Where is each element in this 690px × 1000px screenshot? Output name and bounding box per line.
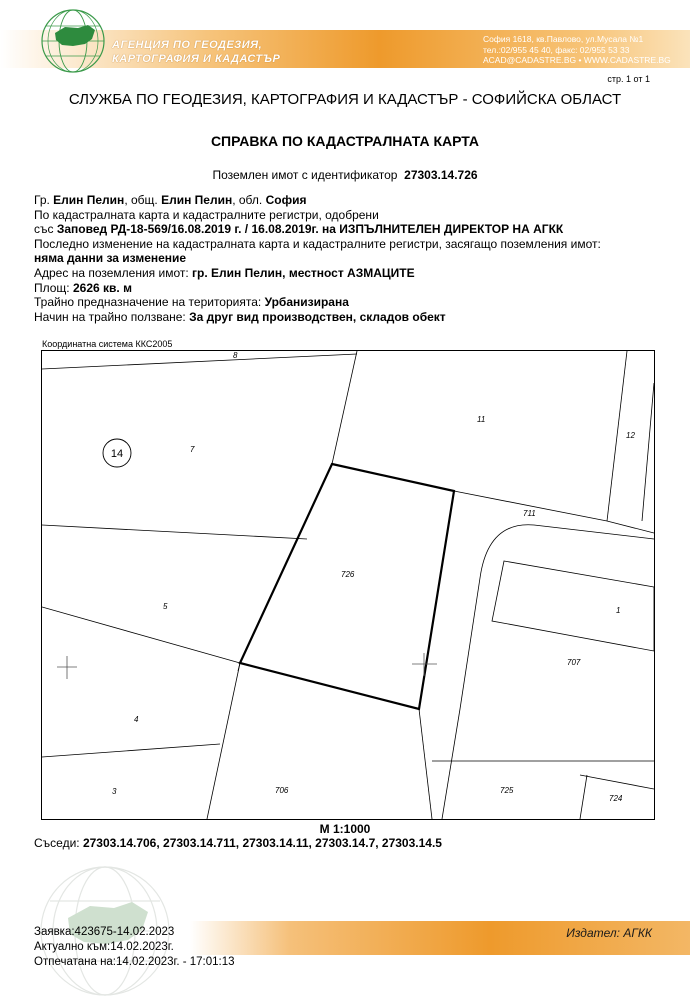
property-identifier-label: Поземлен имот с идентификатор	[212, 168, 398, 182]
parcel-label-707: 707	[567, 658, 581, 667]
footer-current: Актуално към:14.02.2023г.	[34, 941, 174, 953]
cadastral-map-drawing	[42, 351, 654, 819]
parcel-boundary	[419, 709, 432, 819]
info-text: Гр.	[34, 193, 54, 207]
parcel-label-11: 11	[477, 415, 486, 424]
agency-name	[112, 38, 280, 66]
agency-name-line2: КАРТОГРАФИЯ И КАДАСТЪР	[112, 53, 281, 65]
info-usage	[34, 310, 601, 325]
contact-address: София 1618, кв.Павлово, ул.Мусала №1	[483, 34, 644, 44]
info-approved: По кадастралната карта и кадастралните регистри, одобрени	[34, 207, 379, 222]
info-area	[34, 281, 601, 296]
publisher: Издател: АГКК	[566, 926, 652, 940]
building-outline	[492, 561, 654, 651]
parcel-label-12: 12	[626, 431, 635, 440]
parcel-label-711: 711	[523, 509, 536, 518]
page-number: стр. 1 от 1	[607, 74, 650, 84]
parcel-boundary	[207, 663, 240, 819]
map-scale: М 1:1000	[319, 822, 371, 836]
info-last-change-value: няма данни за изменение	[34, 251, 187, 266]
info-address-value: гр. Елин Пелин, местност АЗМАЦИТЕ	[192, 265, 415, 280]
footer-printed: Отпечатана на:14.02.2023г. - 17:01:13	[34, 956, 235, 968]
parcel-label-726: 726	[341, 570, 355, 579]
neighbors-label: Съседи:	[34, 836, 83, 850]
neighbors-list: 27303.14.706, 27303.14.711, 27303.14.11, 27303.14.7, 27303.14.5	[82, 836, 442, 850]
parcel-boundary	[42, 607, 240, 663]
info-text: , общ.	[124, 193, 162, 207]
parcel-label-706: 706	[275, 786, 289, 795]
parcel-label-5: 5	[163, 602, 168, 611]
cadastral-map	[41, 350, 655, 820]
info-text: Адрес на поземления имот:	[34, 265, 193, 280]
property-info	[34, 193, 601, 324]
footer-meta	[34, 925, 235, 970]
info-text: Начин на трайно ползване:	[34, 309, 190, 324]
contact-phone: тел.:02/955 45 40, факс: 02/955 53 33	[483, 44, 630, 55]
info-purpose	[34, 295, 601, 310]
parcel-label-725: 725	[500, 786, 514, 795]
parcel-label-3: 3	[112, 787, 117, 796]
parcel-boundary	[42, 525, 307, 539]
parcel-label-724: 724	[609, 794, 623, 803]
agency-logo-globe-icon	[38, 6, 108, 76]
parcel-boundary	[642, 383, 654, 521]
parcel-boundary	[42, 744, 220, 757]
parcel-boundary	[580, 775, 587, 819]
info-last-change-label: Последно изменение на кадастралната карта и кадастралните регистри, засягащо поземления имот:	[34, 236, 601, 251]
neighbors	[34, 836, 442, 850]
parcel-boundary	[607, 351, 627, 521]
parcel-label-1: 1	[616, 606, 621, 615]
document-title: СПРАВКА ПО КАДАСТРАЛНАТА КАРТА	[210, 133, 480, 149]
block-number: 14	[110, 448, 124, 460]
property-identifier-line	[0, 168, 690, 182]
info-city: Елин Пелин	[53, 193, 125, 207]
info-purpose-value: Урбанизирана	[264, 295, 349, 310]
info-address	[34, 266, 601, 281]
info-order	[34, 222, 601, 237]
property-identifier: 27303.14.726	[404, 168, 478, 182]
parcel-boundary	[42, 354, 357, 369]
info-area-value: 2626 кв. м	[72, 280, 132, 295]
parcel-boundary	[607, 521, 654, 533]
parcel-boundary	[332, 351, 357, 464]
info-location	[34, 193, 601, 208]
subject-parcel-726	[240, 464, 454, 709]
coordinate-system: Координатна система ККС2005	[42, 339, 173, 349]
footer-request: Заявка:423675-14.02.2023	[34, 926, 175, 938]
info-order-value: Заповед РД-18-569/16.08.2019 г. / 16.08.2019г. на ИЗПЪЛНИТЕЛЕН ДИРЕКТОР НА АГКК	[56, 222, 564, 237]
agency-contact	[483, 34, 671, 66]
service-title: СЛУЖБА ПО ГЕОДЕЗИЯ, КАРТОГРАФИЯ И КАДАСТЪР - СОФИЙСКА ОБЛАСТ	[68, 91, 622, 108]
info-municipality: Елин Пелин	[161, 193, 233, 207]
parcel-label-7: 7	[190, 445, 195, 454]
info-text: Площ:	[34, 280, 73, 295]
info-text: Трайно предназначение на територията:	[34, 295, 265, 310]
agency-name-line1: АГЕНЦИЯ ПО ГЕОДЕЗИЯ,	[112, 39, 263, 51]
info-text: , обл.	[232, 193, 266, 207]
info-usage-value: За друг вид производствен, складов обект	[189, 309, 446, 324]
contact-web: ACAD@CADASTRE.BG • WWW.CADASTRE.BG	[483, 55, 671, 65]
parcel-label-8: 8	[233, 351, 238, 360]
parcel-boundary	[580, 775, 654, 789]
info-region: София	[265, 193, 307, 207]
parcel-label-4: 4	[134, 715, 139, 724]
info-text: със	[34, 222, 57, 237]
